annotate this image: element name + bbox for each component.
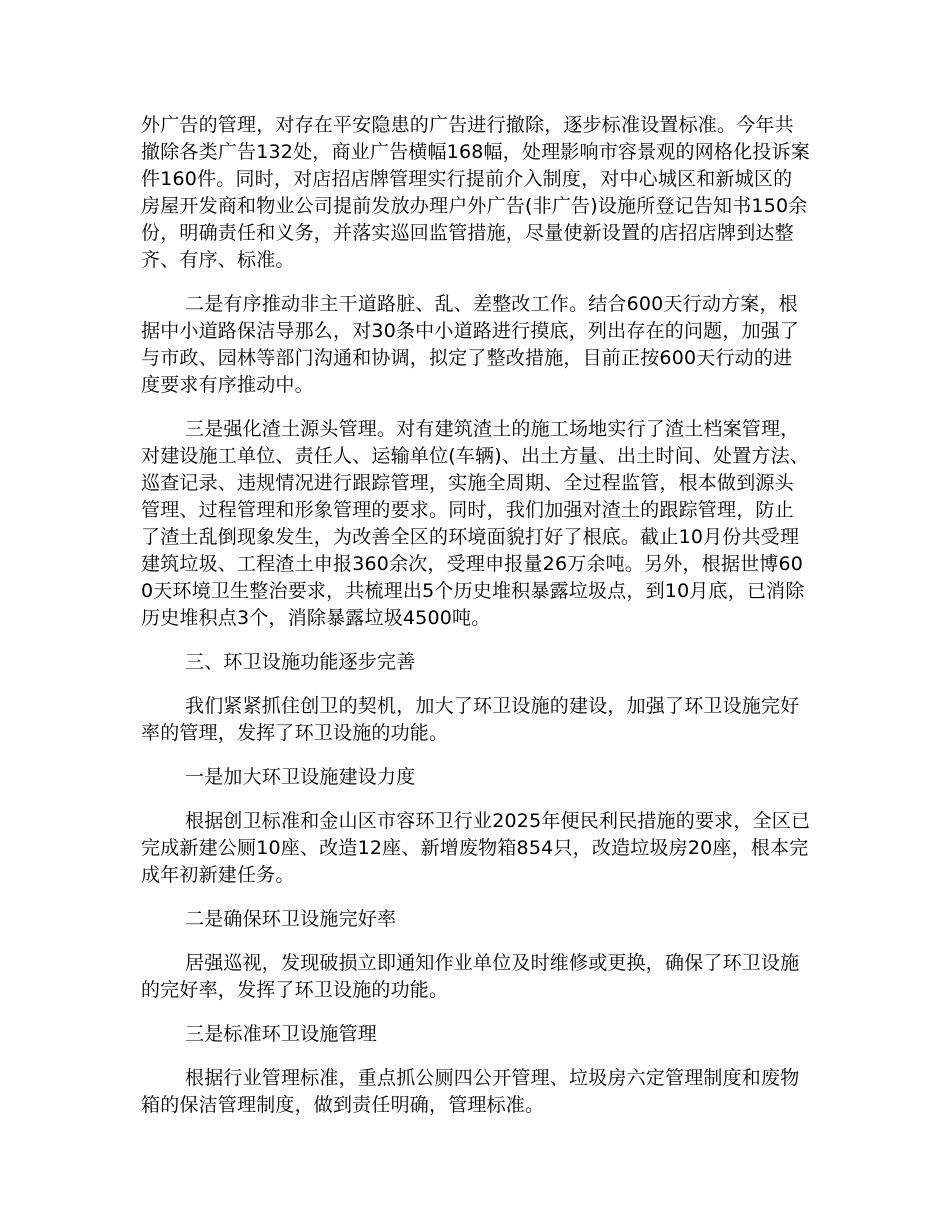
subheading-ensure-integrity-rate: 二是确保环卫设施完好率 bbox=[185, 908, 397, 930]
document-page bbox=[141, 112, 811, 1119]
paragraph-inspection-repair: 居强巡视，发现破损立即通知作业单位及时维修或更换，确保了环卫设施的完好率，发挥了环卫设施的功能。 bbox=[141, 952, 800, 1001]
paragraph-management-standards: 根据行业管理标准，重点抓公厕四公开管理、垃圾房六定管理制度和废物箱的保洁管理制度，做到责任明确，管理标准。 bbox=[141, 1067, 800, 1116]
subheading-standard-management: 三是标准环卫设施管理 bbox=[185, 1023, 378, 1045]
paragraph-construction-results: 根据创卫标准和金山区市容环卫行业2025年便民利民措施的要求，全区已完成新建公厕10座、改造12座、新增废物箱854只，改造垃圾房20座，根本完成年初新建任务。 bbox=[141, 810, 811, 886]
section-heading-sanitation-facilities: 三、环卫设施功能逐步完善 bbox=[185, 651, 416, 673]
subheading-increase-construction: 一是加大环卫设施建设力度 bbox=[185, 766, 416, 788]
paragraph-road-rectification: 二是有序推动非主干道路脏、乱、差整改工作。结合600天行动方案，根据中小道路保洁导那么，对30条中小道路进行摸底，列出存在的问题，加强了与市政、园林等部门沟通和协调，拟定了整改措施，目前正按600天行动的进度要求有序推动中。 bbox=[141, 293, 800, 396]
paragraph-outdoor-ads: 外广告的管理，对存在平安隐患的广告进行撤除，逐步标准设置标准。今年共撤除各类广告132处，商业广告横幅168幅，处理影响市容景观的网格化投诉案件160件。同时，对店招店牌管理实行提前介入制度，对中心城区和新城区的房屋开发商和物业公司提前发放办理户外广告(非广告)设施所登记告知书150余份，明确责任和义务，并落实巡回监管措施，尽量使新设置的店招店牌到达整齐、有序、标准。 bbox=[141, 114, 810, 271]
paragraph-muck-management: 三是强化渣土源头管理。对有建筑渣土的施工场地实行了渣土档案管理，对建设施工单位、责任人、运输单位(车辆)、出土方量、出土时间、处置方法、巡查记录、违规情况进行跟踪管理，实施全周期、全过程监管，根本做到源头管理、过程管理和形象管理的要求。同时，我们加强对渣土的跟踪管理，防止了渣土乱倒现象发生，为改善全区的环境面貌打好了根底。截止10月份共受理建筑垃圾、工程渣土申报360余次，受理申报量26万余吨。另外，根据世博600天环境卫生整治要求，共梳理出5个历史堆积暴露垃圾点，到10月底，已消除历史堆积点3个，消除暴露垃圾4500吨。 bbox=[141, 418, 810, 629]
paragraph-facility-construction: 我们紧紧抓住创卫的契机，加大了环卫设施的建设，加强了环卫设施完好率的管理，发挥了环卫设施的功能。 bbox=[141, 695, 800, 744]
